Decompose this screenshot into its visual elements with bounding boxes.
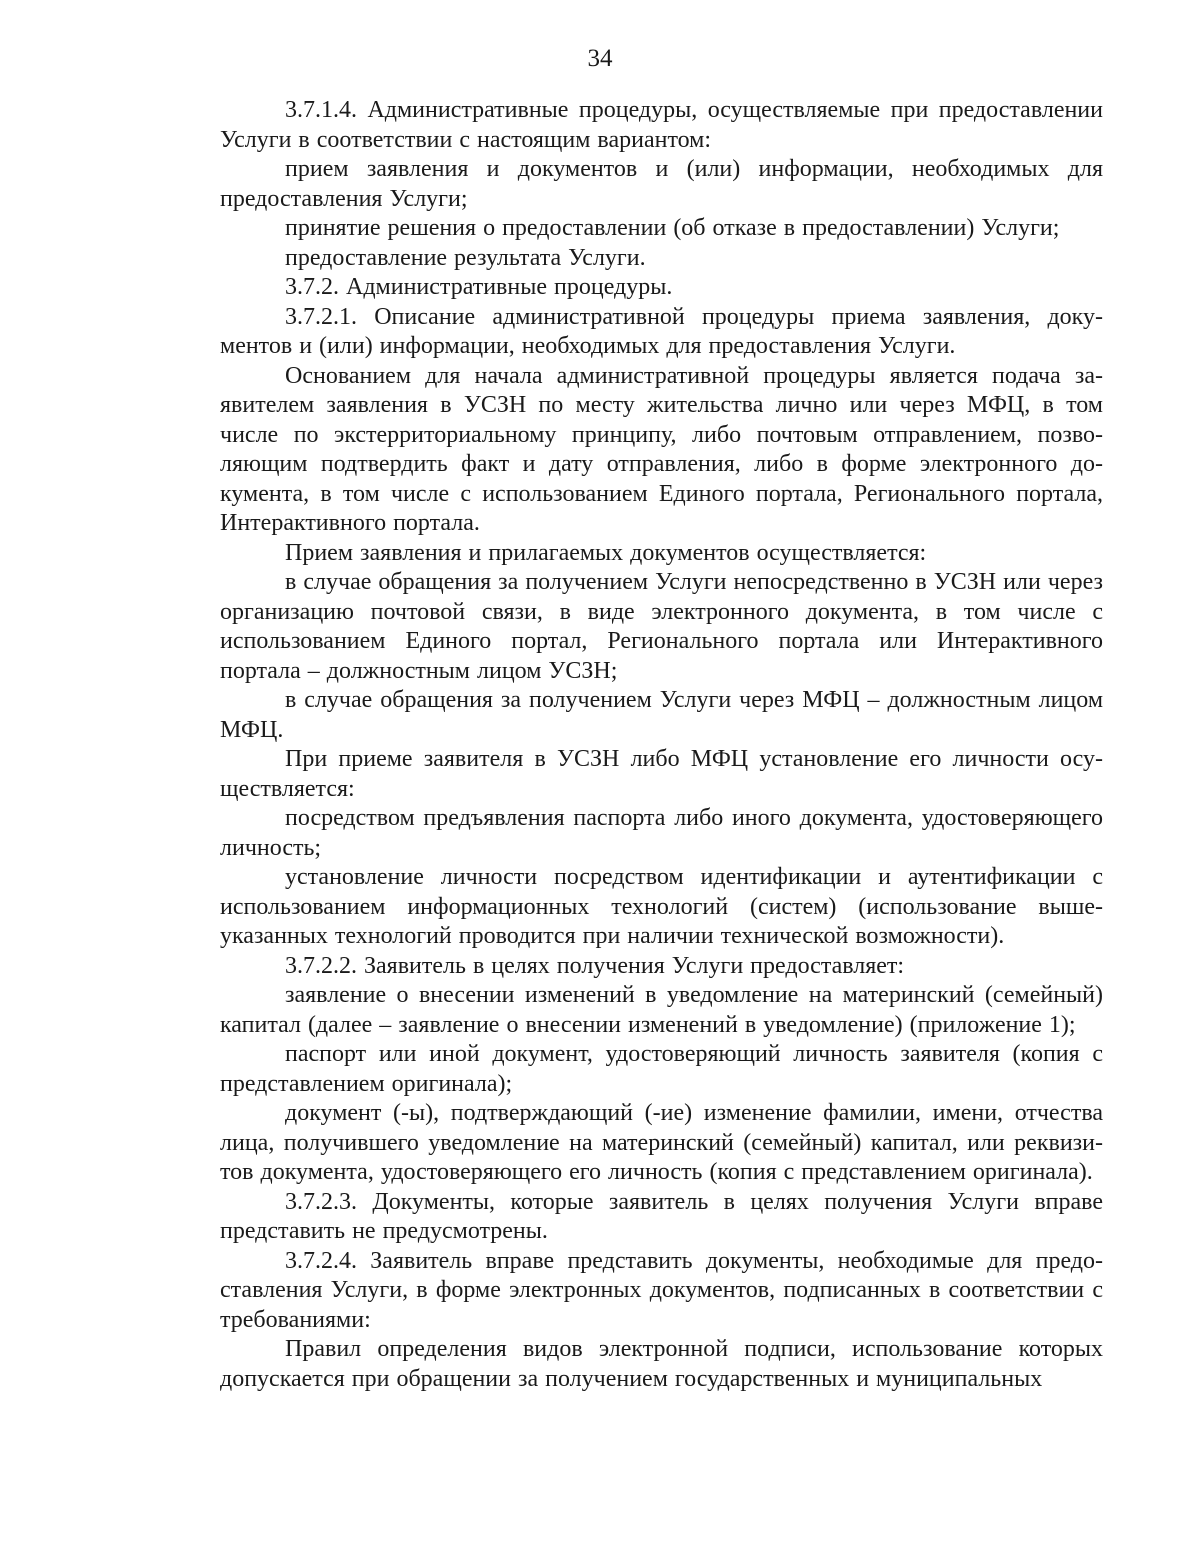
document-body [220, 96, 1103, 1394]
paragraph-name-change-docs: документ (-ы), подтверждающий (-ие) изменение фамилии, имени, отчества лица, получившего уведомление на материнский (семейный) капитал, или реквизитов документа, удостоверяющего его личность (копия с представлением оригинала). [220, 1100, 1103, 1185]
paragraph-3-7-2-2: 3.7.2.2. Заявитель в целях получения Услуги предоставляет: [285, 952, 905, 979]
paragraph-passport: посредством предъявления паспорта либо иного документа, удостоверяющего личность; [220, 805, 1103, 861]
paragraph-decision-making: принятие решения о предоставлении (об отказе в предоставлении) Услуги; [285, 215, 1060, 241]
paragraph-signature-rules: Правил определения видов электронной подписи, использование которых допускается при обращении за получением государственных и муниципальных [220, 1336, 1103, 1392]
paragraph-acceptance: Прием заявления и прилагаемых документов осуществляется: [285, 539, 927, 566]
paragraph-identity-check: При приеме заявителя в УСЗН либо МФЦ установление его личности осуществляется: [220, 746, 1103, 802]
paragraph-3-7-1-4: 3.7.1.4. Административные процедуры, осуществляемые при предоставлении Услуги в соответствии с настоящим вариантом: [220, 97, 1103, 153]
paragraph-identification: установление личности посредством идентификации и аутентификации с использованием информационных технологий (систем) (использование вышеуказанных технологий проводится при наличии технической возможности). [220, 864, 1103, 949]
paragraph-case-mfc: в случае обращения за получением Услуги через МФЦ – должностным лицом МФЦ. [220, 687, 1103, 743]
paragraph-grounds: Основанием для начала административной процедуры является подача заявителем заявления в УСЗН по месту жительства лично или через МФЦ, в том числе по экстерриториальному принципу, либо почтовым отправлением, позволяющим подтвердить факт и дату отправления, либо в форме электронного документа, в том числе с использованием Единого портала, Регионального портала, Интерактивного портала. [220, 362, 1103, 536]
paragraph-application-change: заявление о внесении изменений в уведомление на материнский (семейный) капитал (далее – заявление о внесении изменений в уведомление) (приложение 1); [220, 982, 1103, 1038]
paragraph-3-7-2: 3.7.2. Административные процедуры. [285, 274, 673, 300]
paragraph-result-provision: предоставление результата Услуги. [285, 244, 646, 271]
paragraph-passport-copy: паспорт или иной документ, удостоверяющий личность заявителя (копия с представлением оригинала); [220, 1041, 1103, 1097]
paragraph-3-7-2-1: 3.7.2.1. Описание административной процедуры приема заявления, документов и (или) информации, необходимых для предоставления Услуги. [220, 303, 1103, 359]
paragraph-case-uszn: в случае обращения за получением Услуги непосредственно в УСЗН или через организацию почтовой связи, в виде электронного документа, в том числе с использованием Единого портал, Регионального портала или Интерактивного портала – должностным лицом УСЗН; [220, 569, 1103, 684]
page-number: 34 [587, 45, 613, 72]
paragraph-3-7-2-4: 3.7.2.4. Заявитель вправе представить документы, необходимые для предоставления Услуги, в форме электронных документов, подписанных в соответствии с требованиями: [220, 1247, 1103, 1333]
paragraph-3-7-2-3: 3.7.2.3. Документы, которые заявитель в целях получения Услуги вправе представить не предусмотрены. [220, 1188, 1103, 1244]
paragraph-receipt-of-application: прием заявления и документов и (или) информации, необходимых для предоставления Услуги; [220, 156, 1103, 212]
